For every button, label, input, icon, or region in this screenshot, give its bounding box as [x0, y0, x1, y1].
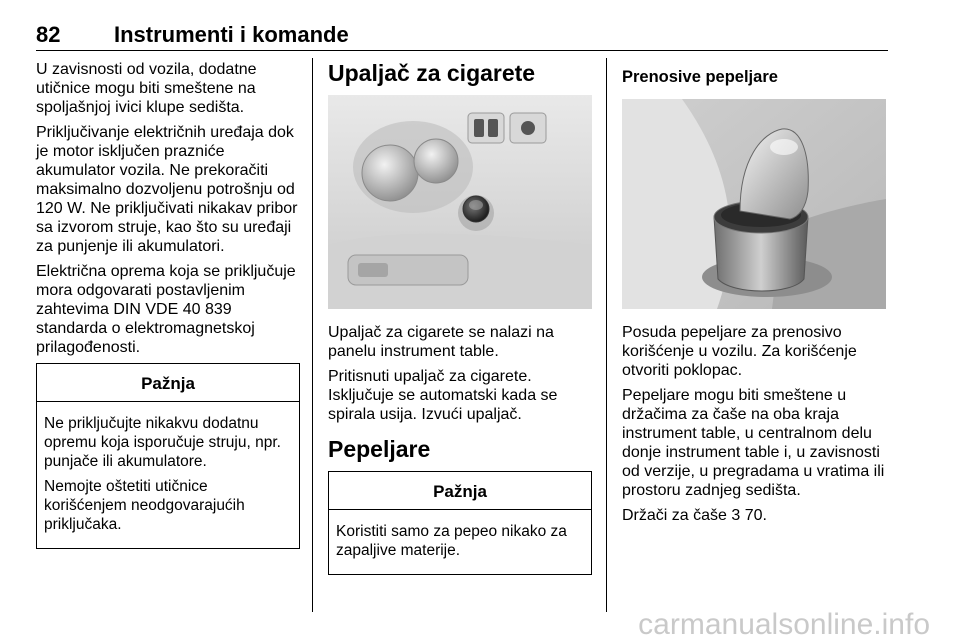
column-middle — [328, 60, 592, 575]
watermark: carmanualsonline.info — [638, 608, 930, 641]
paragraph: U zavisnosti od vozila, dodatne utičnice mogu biti smeštene na spoljašnjoj ivici klupe sedišta. — [36, 61, 257, 116]
notice-title: Pažnja — [37, 364, 299, 402]
paragraph: Električna oprema koja se priključuje mora odgovarati postavljenim zahtevima DIN VDE 40 839 standarda o elektromagnetskoj prilagođenosti. — [36, 263, 296, 356]
section-title: Upaljač za cigarete — [328, 60, 536, 86]
column-left — [36, 60, 300, 549]
page-number: 82 — [36, 22, 61, 47]
column-right — [622, 60, 890, 531]
chapter-title: Instrumenti i komande — [114, 22, 349, 47]
notice-title: Pažnja — [329, 472, 591, 510]
column-divider — [606, 58, 607, 612]
notice-paragraph: Koristiti samo za pepeo nikako za zapaljive materije. — [336, 523, 567, 559]
notice-body — [37, 402, 299, 548]
cigarette-lighter-photo — [328, 95, 592, 309]
paragraph: Posuda pepeljare za prenosivo korišćenje u vozilu. Za korišćenje otvoriti poklopac. — [622, 324, 857, 379]
section-title: Pepeljare — [328, 436, 431, 462]
section-title: Prenosive pepeljare — [622, 68, 778, 86]
notice-body — [329, 510, 591, 574]
notice-box — [328, 471, 592, 575]
page-header — [36, 10, 888, 51]
paragraph: Pepeljare mogu biti smeštene u držačima za čaše na oba kraja instrument table, u centralnom delu donje instrument table i, u zavisnosti od verzije, u pregradama u vratima ili prostoru zadnjeg sedišta. — [622, 387, 885, 499]
paragraph: Upaljač za cigarete se nalazi na panelu instrument table. — [328, 324, 554, 360]
notice-paragraph: Ne priključujte nikakvu dodatnu opremu koja isporučuje struju, npr. punjače ili akumulatore. — [44, 415, 281, 470]
notice-paragraph: Nemojte oštetiti utičnice korišćenjem neodgovarajućih priključaka. — [44, 478, 245, 533]
column-divider — [312, 58, 313, 612]
paragraph: Priključivanje električnih uređaja dok je motor isključen prazniće akumulator vozila. Ne prekoračiti maksimalno dozvoljenu potrošnju od 120 W. Ne priključivati nikakav pribor sa izvorom struje, kao što su uređaji za punjenje ili akumulatori. — [36, 124, 298, 255]
paragraph: Držači za čaše 3 70. — [622, 507, 767, 524]
portable-ashtray-photo — [622, 99, 886, 309]
notice-box — [36, 363, 300, 549]
paragraph: Pritisnuti upaljač za cigarete. Isključuje se automatski kada se spirala usija. Izvući upaljač. — [328, 368, 558, 423]
